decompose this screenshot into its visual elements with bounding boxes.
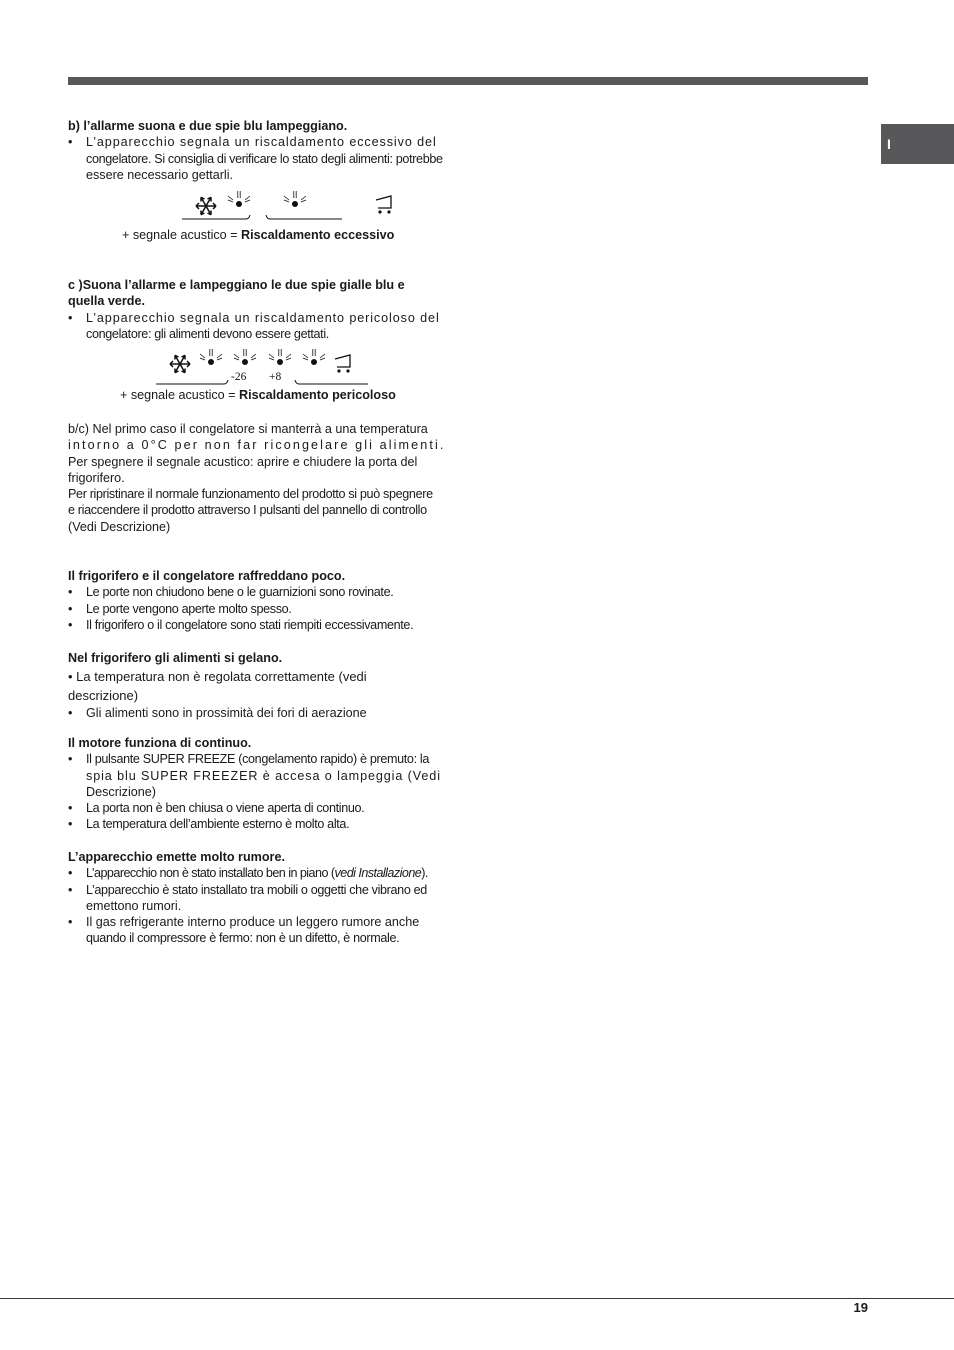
snowflake-icon: [170, 355, 190, 372]
motor-item1-line2: spia blu SUPER FREEZER è accesa o lampeggia (Vedi: [86, 768, 441, 783]
note-bc-line3: Per spegnere il segnale acustico: aprire e chiudere la porta del: [68, 454, 418, 469]
list-item: [68, 584, 457, 600]
alarm-b-line1: L’apparecchio segnala un riscaldamento eccessivo del: [86, 135, 437, 150]
list-item: [68, 816, 457, 832]
note-bc-line5: Per ripristinare il normale funzionamento del prodotto si può spegnere: [68, 487, 433, 502]
language-tab: [881, 124, 954, 164]
blinking-led-icon: [303, 349, 325, 365]
noise-section: [68, 849, 457, 947]
alarm-c-caption-bold: Riscaldamento pericoloso: [239, 388, 396, 402]
bullet-dot: •: [68, 866, 72, 881]
alarm-b-section: [68, 118, 457, 183]
alarm-b-bullet: [68, 134, 457, 183]
noise-item1-italic: vedi Installazione: [334, 866, 422, 881]
bullet-dot: •: [68, 817, 73, 832]
freezing-item1-line1: • La temperatura non è regolata correttamente (vedi: [68, 669, 367, 684]
alarm-c-line2: congelatore: gli alimenti devono essere gettati.: [86, 326, 329, 341]
cooling-item: Le porte vengono aperte molto spesso.: [86, 601, 292, 616]
cooling-item: Le porte non chiudono bene o le guarnizioni sono rovinate.: [86, 585, 394, 600]
list-item: [68, 601, 457, 617]
freezing-section: [68, 650, 457, 722]
motor-item1-line3: Descrizione): [86, 784, 156, 799]
noise-item2-line2: emettono rumori.: [86, 898, 182, 913]
note-bc-line7: (Vedi Descrizione): [68, 519, 171, 534]
snowflake-icon: [196, 197, 216, 214]
alarm-b-caption-bold: Riscaldamento eccessivo: [241, 228, 395, 242]
alarm-b-line3: essere necessario gettarli.: [86, 167, 233, 182]
motor-heading: Il motore funziona di continuo.: [68, 736, 252, 750]
freezing-item1-line2: descrizione): [68, 688, 139, 703]
note-bc-line4: frigorifero.: [68, 470, 125, 485]
bullet-dot: •: [68, 801, 73, 816]
bullet-dot: •: [68, 706, 73, 720]
blinking-led-icon: [228, 191, 250, 207]
alarm-c-caption: [120, 388, 396, 402]
freezing-heading: Nel frigorifero gli alimenti si gelano.: [68, 651, 283, 665]
noise-item3-line1: Il gas refrigerante interno produce un leggero rumore anche: [86, 915, 420, 930]
alarm-b-heading: b) l’allarme suona e due spie blu lampeggiano.: [68, 119, 348, 133]
alarm-b-caption: [122, 228, 394, 242]
list-item: [68, 751, 457, 800]
noise-item1-suffix: ).: [421, 866, 428, 881]
bullet-dot: •: [68, 617, 73, 632]
alarm-b-diagram: [178, 186, 418, 230]
bullet-dot: •: [68, 585, 73, 600]
blinking-led-icon: [234, 349, 256, 365]
note-bc: [68, 421, 457, 535]
alarm-b-caption-prefix: + segnale acustico =: [122, 228, 242, 242]
cooling-section: [68, 568, 457, 633]
noise-heading: L’apparecchio emette molto rumore.: [68, 850, 285, 864]
alarm-c-heading-line1: c )Suona l’allarme e lampeggiano le due spie gialle blu e: [68, 278, 405, 292]
list-item: [68, 617, 457, 633]
bracket-left: [182, 215, 250, 219]
bullet-dot: •: [68, 601, 73, 616]
page-number: 19: [853, 1300, 868, 1315]
language-tab-label: I: [887, 136, 891, 152]
blinking-led-icon: [200, 349, 222, 365]
bullet-dot: •: [68, 882, 73, 897]
bullet-dot: •: [68, 915, 73, 930]
list-item: [68, 800, 457, 816]
alarm-c-diagram: [154, 344, 454, 390]
note-bc-line1: b/c) Nel primo caso il congelatore si manterrà a una temperatura: [68, 422, 428, 436]
motor-section: [68, 735, 457, 833]
alarm-c-heading-line2: quella verde.: [68, 294, 145, 309]
blinking-led-icon: [284, 191, 306, 207]
alarm-icon: [376, 196, 391, 214]
blinking-led-icon: [269, 349, 291, 365]
bottom-rule: [0, 1298, 954, 1299]
list-item: [68, 882, 457, 915]
bullet-dot: •: [68, 135, 73, 150]
alarm-b-line2: congelatore. Si consiglia di verificare lo stato degli alimenti: potrebbe: [86, 151, 443, 166]
alarm-c-bullet: [68, 310, 457, 343]
note-bc-line2: intorno a 0°C per non far ricongelare gli alimenti.: [68, 438, 446, 453]
bullet-dot: •: [68, 310, 73, 325]
alarm-icon: [335, 355, 350, 373]
noise-item3-line2: quando il compressore è fermo: non è un difetto, è normale.: [86, 931, 400, 946]
bracket-right: [266, 215, 342, 219]
list-item: [68, 914, 457, 947]
alarm-c-caption-prefix: + segnale acustico =: [120, 388, 240, 402]
bracket-right: [295, 380, 368, 384]
bracket-left: [156, 380, 228, 384]
temp-label-minus: -26: [231, 371, 247, 383]
alarm-c-line1: L’apparecchio segnala un riscaldamento pericoloso del: [86, 310, 440, 325]
note-bc-line6: e riaccendere il prodotto attraverso I pulsanti del pannello di controllo: [68, 503, 427, 518]
list-item: [68, 705, 457, 722]
alarm-c-section: [68, 277, 457, 342]
noise-item1-prefix: L’apparecchio non è stato installato ben in piano (: [86, 866, 335, 881]
motor-item3: La temperatura dell’ambiente esterno è molto alta.: [86, 817, 350, 832]
freezing-item2: Gli alimenti sono in prossimità dei fori di aerazione: [86, 706, 367, 720]
noise-item2-line1: L’apparecchio è stato installato tra mobili o oggetti che vibrano ed: [86, 882, 427, 897]
bullet-dot: •: [68, 752, 73, 767]
motor-item2: La porta non è ben chiusa o viene aperta di continuo.: [86, 801, 365, 816]
cooling-item: Il frigorifero o il congelatore sono stati riempiti eccessivamente.: [86, 617, 414, 632]
cooling-heading: Il frigorifero e il congelatore raffreddano poco.: [68, 569, 346, 583]
temp-label-plus: +8: [269, 371, 282, 383]
motor-item1-line1: Il pulsante SUPER FREEZE (congelamento rapido) è premuto: la: [86, 752, 429, 767]
list-item: [68, 865, 457, 881]
top-rule: [68, 77, 868, 85]
